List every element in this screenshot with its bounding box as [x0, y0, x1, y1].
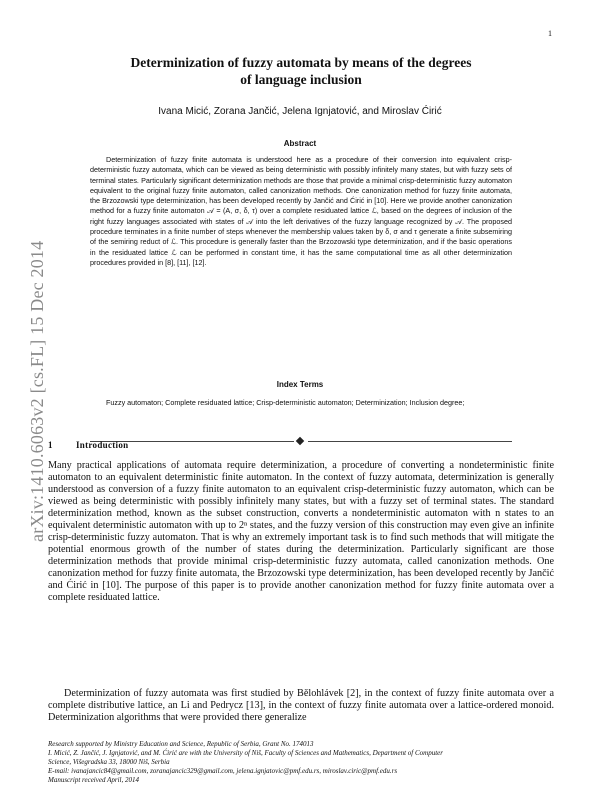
paper-title — [96, 54, 506, 88]
footnote-address: Science, Višegradska 33, 18000 Niš, Serbia — [48, 758, 170, 766]
page-number: 1 — [548, 29, 552, 38]
index-terms-text: Fuzzy automaton; Complete residuated lattice; Crisp-deterministic automaton; Determinization; Inclusion degree; — [106, 398, 465, 407]
footnote-received: Manuscript received April, 2014 — [48, 776, 139, 784]
abstract-heading: Abstract — [283, 139, 317, 148]
arxiv-watermark: arXiv:1410.6063v2 [cs.FL] 15 Dec 2014 — [27, 240, 47, 542]
intro-paragraph-2: Determinization of fuzzy automata was first studied by Bělohlávek [2], in the context of fuzzy finite automata over a complete distributive lattice, an Li and Pedrycz [13], in the context of fuzzy finite automata over a lattice-ordered monoid. Determinization algorithms that were provided there generalize — [48, 688, 554, 723]
title-line-1: Determinization of fuzzy automata by means of the degrees — [130, 55, 472, 70]
footnotes — [48, 740, 554, 785]
footnote-affiliation: I. Micić, Z. Jančić, J. Ignjatović, and M. Ćirić are with the University of Niš, Faculty of Sciences and Mathematics, Department of Computer — [48, 749, 443, 757]
footnote-funding: Research supported by Ministry Education and Science, Republic of Serbia, Grant No. 174013 — [48, 740, 314, 748]
section-number: 1 — [48, 440, 53, 450]
footnote-email: E-mail: ivanajancic84@gmail.com, zoranajancic329@gmail.com, jelena.ignjatovic@pmf.edu.rs, miroslav.ciric@pmf.edu.rs — [48, 767, 398, 775]
section-divider — [90, 436, 512, 448]
authors: Ivana Micić, Zorana Jančić, Jelena Ignjatović, and Miroslav Ćirić — [158, 106, 442, 117]
divider-rule-right — [308, 441, 512, 442]
title-line-2: of language inclusion — [240, 72, 362, 87]
diamond-ornament-icon — [296, 437, 304, 445]
intro-paragraph-1: Many practical applications of automata require determinization, a procedure of converting a nondeterministic finite automaton to an equivalent deterministic finite automaton. In the context of fuzzy automata, determinization is generally understood as conversion of a fuzzy finite automaton to an equivalent crisp-deterministic fuzzy automaton, which can be viewed as being deterministic with possibly infinitely many states, but with a fuzzy set of terminal states. The standard determinization method, known as the subset construction, converts a nondeterministic automaton with n states to an equivalent deterministic automaton with up to 2ⁿ states, and the fuzzy version of this construction may even give an infinite crisp-deterministic fuzzy automaton. That is why an extremely important task is to find such methods that will mitigate the potential enormous growth of the number of states during the determinization. Particularly significant are those determinization methods that provide minimal crisp-deterministic fuzzy automata, called canonization methods. One canonization method for fuzzy finite automata, the Brzozowski type determinization, has been developed recently by Jančić and Ćirić in [10]. The purpose of this paper is to provide another canonization method for fuzzy finite automata over a complete residuated lattice. — [48, 460, 554, 603]
section-title-text: Introduction — [76, 440, 129, 450]
index-terms-heading: Index Terms — [276, 380, 324, 389]
abstract-text: Determinization of fuzzy finite automata is understood here as a procedure of their conversion into equivalent crisp-deterministic fuzzy automata, which can be viewed as being deterministic with possibly infinitely many states, but with fuzzy sets of terminal states. Particularly significant determinization methods are those that provide a minimal crisp-deterministic fuzzy automaton equivalent to the original fuzzy finite automaton, called canonization methods. One canonization method for fuzzy finite automata, the Brzozowski type determinization, has been developed recently by Jančić and Ćirić in [10]. Here we provide another canonization method for a fuzzy finite automaton 𝒜 = (A, σ, δ, τ) over a complete residuated lattice ℒ, based on the degrees of inclusion of the right fuzzy languages associated with states of 𝒜 into the left derivatives of the fuzzy language recognized by 𝒜. The proposed procedure terminates in a finite number of steps whenever the membership values taken by δ, σ and τ generate a finite subsemiring of the semiring reduct of ℒ. This procedure is generally faster than the Brzozowski type determinization, and if the basic operations in the residuated lattice ℒ can be performed in constant time, it has the same computational time as all other determinization procedures provided in [8], [11], [12]. — [90, 155, 512, 267]
section-title — [48, 440, 128, 450]
